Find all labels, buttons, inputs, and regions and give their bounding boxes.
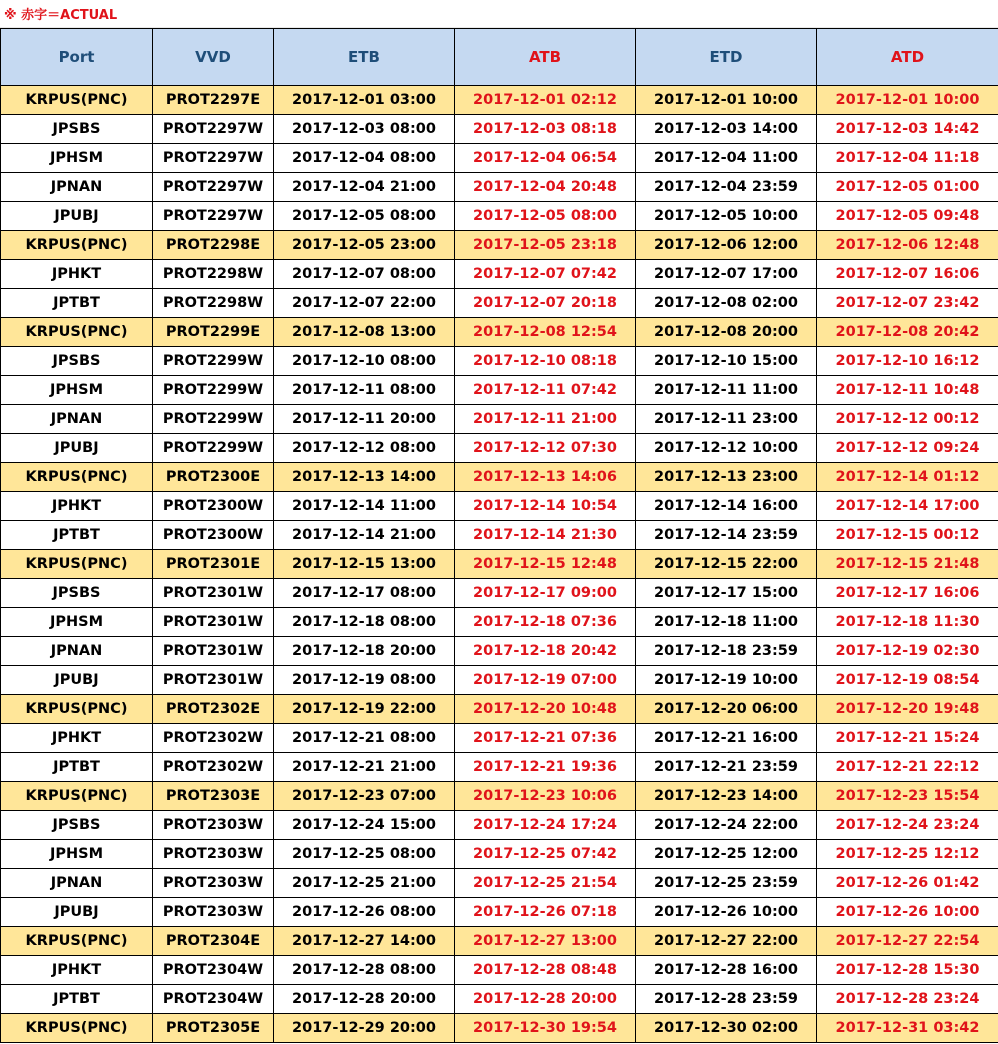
table-row — [1, 434, 998, 463]
atb-cell: 2017-12-28 20:00 — [455, 985, 636, 1014]
etd-cell: 2017-12-17 15:00 — [636, 579, 817, 608]
port-cell: JPHKT — [1, 724, 153, 753]
etb-cell: 2017-12-17 08:00 — [274, 579, 455, 608]
atb-cell: 2017-12-27 13:00 — [455, 927, 636, 956]
etb-cell: 2017-12-23 07:00 — [274, 782, 455, 811]
atb-cell: 2017-12-11 07:42 — [455, 376, 636, 405]
etb-cell: 2017-12-25 08:00 — [274, 840, 455, 869]
etb-cell: 2017-12-10 08:00 — [274, 347, 455, 376]
vvd-cell: PROT2299W — [153, 405, 274, 434]
atb-cell: 2017-12-18 07:36 — [455, 608, 636, 637]
etd-cell: 2017-12-23 14:00 — [636, 782, 817, 811]
table-row — [1, 318, 998, 347]
vvd-cell: PROT2303W — [153, 811, 274, 840]
vvd-cell: PROT2299W — [153, 434, 274, 463]
vvd-cell: PROT2297E — [153, 86, 274, 115]
port-cell: KRPUS(PNC) — [1, 463, 153, 492]
atd-cell: 2017-12-12 00:12 — [817, 405, 998, 434]
atb-cell: 2017-12-08 12:54 — [455, 318, 636, 347]
etb-cell: 2017-12-18 08:00 — [274, 608, 455, 637]
atb-cell: 2017-12-26 07:18 — [455, 898, 636, 927]
atd-cell: 2017-12-12 09:24 — [817, 434, 998, 463]
etb-cell: 2017-12-28 20:00 — [274, 985, 455, 1014]
etb-cell: 2017-12-14 21:00 — [274, 521, 455, 550]
vvd-cell: PROT2297W — [153, 202, 274, 231]
column-header-etd: ETD — [636, 29, 817, 86]
vvd-cell: PROT2303W — [153, 898, 274, 927]
atd-cell: 2017-12-18 11:30 — [817, 608, 998, 637]
vessel-schedule-table — [0, 28, 998, 1043]
etb-cell: 2017-12-27 14:00 — [274, 927, 455, 956]
etb-cell: 2017-12-05 08:00 — [274, 202, 455, 231]
atb-cell: 2017-12-17 09:00 — [455, 579, 636, 608]
atd-cell: 2017-12-14 01:12 — [817, 463, 998, 492]
vvd-cell: PROT2303E — [153, 782, 274, 811]
vvd-cell: PROT2300E — [153, 463, 274, 492]
atd-cell: 2017-12-23 15:54 — [817, 782, 998, 811]
atd-cell: 2017-12-15 21:48 — [817, 550, 998, 579]
table-row — [1, 260, 998, 289]
vvd-cell: PROT2305E — [153, 1014, 274, 1043]
table-row — [1, 956, 998, 985]
etb-cell: 2017-12-04 21:00 — [274, 173, 455, 202]
etd-cell: 2017-12-04 23:59 — [636, 173, 817, 202]
port-cell: JPUBJ — [1, 202, 153, 231]
vvd-cell: PROT2298E — [153, 231, 274, 260]
table-row — [1, 724, 998, 753]
port-cell: JPUBJ — [1, 434, 153, 463]
table-row — [1, 579, 998, 608]
etb-cell: 2017-12-07 08:00 — [274, 260, 455, 289]
etd-cell: 2017-12-08 20:00 — [636, 318, 817, 347]
vvd-cell: PROT2301W — [153, 608, 274, 637]
table-row — [1, 811, 998, 840]
atd-cell: 2017-12-20 19:48 — [817, 695, 998, 724]
etb-cell: 2017-12-19 22:00 — [274, 695, 455, 724]
table-row — [1, 173, 998, 202]
etd-cell: 2017-12-08 02:00 — [636, 289, 817, 318]
etd-cell: 2017-12-14 16:00 — [636, 492, 817, 521]
etd-cell: 2017-12-21 16:00 — [636, 724, 817, 753]
atd-cell: 2017-12-17 16:06 — [817, 579, 998, 608]
vvd-cell: PROT2301W — [153, 637, 274, 666]
vvd-cell: PROT2304W — [153, 956, 274, 985]
vvd-cell: PROT2298W — [153, 289, 274, 318]
atb-cell: 2017-12-14 21:30 — [455, 521, 636, 550]
vvd-cell: PROT2304W — [153, 985, 274, 1014]
column-header-etb: ETB — [274, 29, 455, 86]
port-cell: JPUBJ — [1, 898, 153, 927]
etd-cell: 2017-12-18 23:59 — [636, 637, 817, 666]
atb-cell: 2017-12-21 07:36 — [455, 724, 636, 753]
etd-cell: 2017-12-26 10:00 — [636, 898, 817, 927]
atd-cell: 2017-12-07 23:42 — [817, 289, 998, 318]
etd-cell: 2017-12-07 17:00 — [636, 260, 817, 289]
etb-cell: 2017-12-19 08:00 — [274, 666, 455, 695]
table-row — [1, 898, 998, 927]
port-cell: JPHKT — [1, 956, 153, 985]
atb-cell: 2017-12-28 08:48 — [455, 956, 636, 985]
etb-cell: 2017-12-05 23:00 — [274, 231, 455, 260]
atb-cell: 2017-12-25 21:54 — [455, 869, 636, 898]
atb-cell: 2017-12-18 20:42 — [455, 637, 636, 666]
atd-cell: 2017-12-28 15:30 — [817, 956, 998, 985]
etd-cell: 2017-12-18 11:00 — [636, 608, 817, 637]
atd-cell: 2017-12-04 11:18 — [817, 144, 998, 173]
table-row — [1, 637, 998, 666]
table-row — [1, 753, 998, 782]
etd-cell: 2017-12-06 12:00 — [636, 231, 817, 260]
etd-cell: 2017-12-20 06:00 — [636, 695, 817, 724]
etd-cell: 2017-12-25 23:59 — [636, 869, 817, 898]
etb-cell: 2017-12-11 08:00 — [274, 376, 455, 405]
atb-cell: 2017-12-23 10:06 — [455, 782, 636, 811]
vvd-cell: PROT2299E — [153, 318, 274, 347]
vvd-cell: PROT2302E — [153, 695, 274, 724]
vvd-cell: PROT2297W — [153, 144, 274, 173]
atb-cell: 2017-12-04 06:54 — [455, 144, 636, 173]
atd-cell: 2017-12-15 00:12 — [817, 521, 998, 550]
atb-cell: 2017-12-14 10:54 — [455, 492, 636, 521]
etd-cell: 2017-12-14 23:59 — [636, 521, 817, 550]
etb-cell: 2017-12-15 13:00 — [274, 550, 455, 579]
vvd-cell: PROT2300W — [153, 492, 274, 521]
port-cell: KRPUS(PNC) — [1, 318, 153, 347]
header-row — [1, 29, 998, 86]
etb-cell: 2017-12-07 22:00 — [274, 289, 455, 318]
table-row — [1, 985, 998, 1014]
atb-cell: 2017-12-20 10:48 — [455, 695, 636, 724]
atd-cell: 2017-12-07 16:06 — [817, 260, 998, 289]
atd-cell: 2017-12-14 17:00 — [817, 492, 998, 521]
port-cell: JPTBT — [1, 289, 153, 318]
port-cell: KRPUS(PNC) — [1, 927, 153, 956]
port-cell: JPUBJ — [1, 666, 153, 695]
port-cell: JPTBT — [1, 521, 153, 550]
atd-cell: 2017-12-24 23:24 — [817, 811, 998, 840]
etd-cell: 2017-12-11 11:00 — [636, 376, 817, 405]
vvd-cell: PROT2303W — [153, 869, 274, 898]
port-cell: KRPUS(PNC) — [1, 550, 153, 579]
table-row — [1, 840, 998, 869]
vvd-cell: PROT2297W — [153, 173, 274, 202]
port-cell: KRPUS(PNC) — [1, 86, 153, 115]
atb-cell: 2017-12-07 07:42 — [455, 260, 636, 289]
atd-cell: 2017-12-19 02:30 — [817, 637, 998, 666]
port-cell: JPNAN — [1, 637, 153, 666]
atd-cell: 2017-12-25 12:12 — [817, 840, 998, 869]
port-cell: JPHSM — [1, 376, 153, 405]
port-cell: JPNAN — [1, 405, 153, 434]
atb-cell: 2017-12-12 07:30 — [455, 434, 636, 463]
vvd-cell: PROT2303W — [153, 840, 274, 869]
table-row — [1, 521, 998, 550]
atd-cell: 2017-12-10 16:12 — [817, 347, 998, 376]
vvd-cell: PROT2301W — [153, 579, 274, 608]
atb-cell: 2017-12-25 07:42 — [455, 840, 636, 869]
etd-cell: 2017-12-03 14:00 — [636, 115, 817, 144]
atd-cell: 2017-12-06 12:48 — [817, 231, 998, 260]
etb-cell: 2017-12-11 20:00 — [274, 405, 455, 434]
port-cell: JPSBS — [1, 579, 153, 608]
etb-cell: 2017-12-18 20:00 — [274, 637, 455, 666]
vvd-cell: PROT2297W — [153, 115, 274, 144]
port-cell: JPHSM — [1, 144, 153, 173]
etb-cell: 2017-12-13 14:00 — [274, 463, 455, 492]
table-row — [1, 405, 998, 434]
etb-cell: 2017-12-08 13:00 — [274, 318, 455, 347]
table-row — [1, 202, 998, 231]
etd-cell: 2017-12-28 23:59 — [636, 985, 817, 1014]
etd-cell: 2017-12-21 23:59 — [636, 753, 817, 782]
etd-cell: 2017-12-27 22:00 — [636, 927, 817, 956]
vvd-cell: PROT2299W — [153, 376, 274, 405]
atd-cell: 2017-12-01 10:00 — [817, 86, 998, 115]
port-cell: JPTBT — [1, 753, 153, 782]
atb-cell: 2017-12-07 20:18 — [455, 289, 636, 318]
atb-cell: 2017-12-01 02:12 — [455, 86, 636, 115]
etb-cell: 2017-12-14 11:00 — [274, 492, 455, 521]
etd-cell: 2017-12-28 16:00 — [636, 956, 817, 985]
actual-legend-note: ※ 赤字＝ACTUAL — [0, 0, 998, 28]
etd-cell: 2017-12-25 12:00 — [636, 840, 817, 869]
atb-cell: 2017-12-21 19:36 — [455, 753, 636, 782]
etd-cell: 2017-12-05 10:00 — [636, 202, 817, 231]
schedule-body — [1, 86, 998, 1043]
vvd-cell: PROT2300W — [153, 521, 274, 550]
etb-cell: 2017-12-24 15:00 — [274, 811, 455, 840]
atd-cell: 2017-12-26 10:00 — [817, 898, 998, 927]
port-cell: JPSBS — [1, 811, 153, 840]
etd-cell: 2017-12-15 22:00 — [636, 550, 817, 579]
atb-cell: 2017-12-05 23:18 — [455, 231, 636, 260]
atb-cell: 2017-12-04 20:48 — [455, 173, 636, 202]
etd-cell: 2017-12-04 11:00 — [636, 144, 817, 173]
atb-cell: 2017-12-13 14:06 — [455, 463, 636, 492]
etd-cell: 2017-12-01 10:00 — [636, 86, 817, 115]
atd-cell: 2017-12-03 14:42 — [817, 115, 998, 144]
etb-cell: 2017-12-01 03:00 — [274, 86, 455, 115]
vvd-cell: PROT2302W — [153, 724, 274, 753]
table-row — [1, 289, 998, 318]
table-row — [1, 927, 998, 956]
etb-cell: 2017-12-03 08:00 — [274, 115, 455, 144]
atd-cell: 2017-12-19 08:54 — [817, 666, 998, 695]
table-row — [1, 115, 998, 144]
etd-cell: 2017-12-30 02:00 — [636, 1014, 817, 1043]
atb-cell: 2017-12-15 12:48 — [455, 550, 636, 579]
atd-cell: 2017-12-31 03:42 — [817, 1014, 998, 1043]
etd-cell: 2017-12-12 10:00 — [636, 434, 817, 463]
vvd-cell: PROT2302W — [153, 753, 274, 782]
etd-cell: 2017-12-19 10:00 — [636, 666, 817, 695]
etb-cell: 2017-12-12 08:00 — [274, 434, 455, 463]
port-cell: KRPUS(PNC) — [1, 231, 153, 260]
etb-cell: 2017-12-29 20:00 — [274, 1014, 455, 1043]
atb-cell: 2017-12-03 08:18 — [455, 115, 636, 144]
etd-cell: 2017-12-11 23:00 — [636, 405, 817, 434]
port-cell: JPHSM — [1, 840, 153, 869]
atd-cell: 2017-12-05 01:00 — [817, 173, 998, 202]
atb-cell: 2017-12-05 08:00 — [455, 202, 636, 231]
atb-cell: 2017-12-10 08:18 — [455, 347, 636, 376]
table-row — [1, 666, 998, 695]
table-row — [1, 347, 998, 376]
atd-cell: 2017-12-05 09:48 — [817, 202, 998, 231]
atd-cell: 2017-12-21 22:12 — [817, 753, 998, 782]
port-cell: JPNAN — [1, 869, 153, 898]
atb-cell: 2017-12-24 17:24 — [455, 811, 636, 840]
table-row — [1, 1014, 998, 1043]
table-row — [1, 86, 998, 115]
column-header-port: Port — [1, 29, 153, 86]
port-cell: JPHKT — [1, 260, 153, 289]
port-cell: JPHSM — [1, 608, 153, 637]
vvd-cell: PROT2298W — [153, 260, 274, 289]
table-row — [1, 695, 998, 724]
table-row — [1, 463, 998, 492]
port-cell: JPSBS — [1, 115, 153, 144]
table-row — [1, 550, 998, 579]
table-row — [1, 376, 998, 405]
table-row — [1, 144, 998, 173]
port-cell: KRPUS(PNC) — [1, 1014, 153, 1043]
etd-cell: 2017-12-13 23:00 — [636, 463, 817, 492]
port-cell: KRPUS(PNC) — [1, 782, 153, 811]
atb-cell: 2017-12-11 21:00 — [455, 405, 636, 434]
atb-cell: 2017-12-19 07:00 — [455, 666, 636, 695]
column-header-atd: ATD — [817, 29, 998, 86]
etb-cell: 2017-12-28 08:00 — [274, 956, 455, 985]
atd-cell: 2017-12-27 22:54 — [817, 927, 998, 956]
port-cell: JPSBS — [1, 347, 153, 376]
table-row — [1, 608, 998, 637]
atd-cell: 2017-12-11 10:48 — [817, 376, 998, 405]
vvd-cell: PROT2304E — [153, 927, 274, 956]
etb-cell: 2017-12-21 21:00 — [274, 753, 455, 782]
etb-cell: 2017-12-21 08:00 — [274, 724, 455, 753]
port-cell: JPTBT — [1, 985, 153, 1014]
port-cell: JPHKT — [1, 492, 153, 521]
port-cell: KRPUS(PNC) — [1, 695, 153, 724]
atd-cell: 2017-12-28 23:24 — [817, 985, 998, 1014]
etb-cell: 2017-12-04 08:00 — [274, 144, 455, 173]
etd-cell: 2017-12-10 15:00 — [636, 347, 817, 376]
table-row — [1, 231, 998, 260]
atd-cell: 2017-12-21 15:24 — [817, 724, 998, 753]
table-row — [1, 492, 998, 521]
vvd-cell: PROT2301W — [153, 666, 274, 695]
vvd-cell: PROT2299W — [153, 347, 274, 376]
atd-cell: 2017-12-26 01:42 — [817, 869, 998, 898]
etd-cell: 2017-12-24 22:00 — [636, 811, 817, 840]
etb-cell: 2017-12-26 08:00 — [274, 898, 455, 927]
table-row — [1, 869, 998, 898]
atd-cell: 2017-12-08 20:42 — [817, 318, 998, 347]
column-header-atb: ATB — [455, 29, 636, 86]
port-cell: JPNAN — [1, 173, 153, 202]
column-header-vvd: VVD — [153, 29, 274, 86]
vvd-cell: PROT2301E — [153, 550, 274, 579]
atb-cell: 2017-12-30 19:54 — [455, 1014, 636, 1043]
etb-cell: 2017-12-25 21:00 — [274, 869, 455, 898]
table-row — [1, 782, 998, 811]
